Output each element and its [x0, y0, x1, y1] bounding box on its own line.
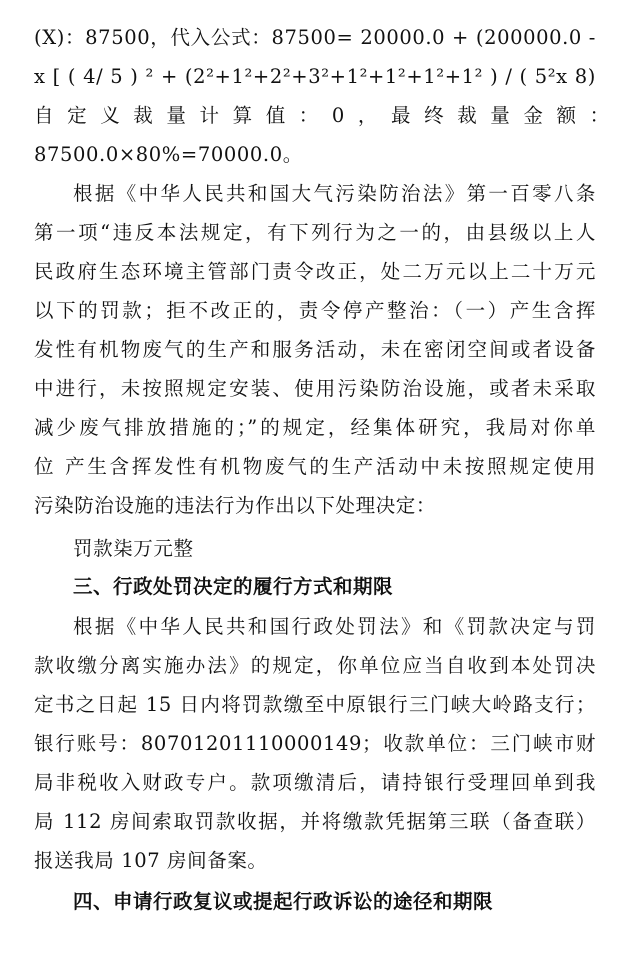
section-4-heading: 四、申请行政复议或提起行政诉讼的途径和期限	[73, 890, 494, 913]
legal-basis-line-1: 根据《中华人民共和国大气污染防治法》第一百零八条	[73, 182, 596, 205]
legal-basis-line-8: 位 产生含挥发性有机物废气的生产活动中未按照规定使用	[34, 455, 596, 478]
legal-basis-line-9: 污染防治设施的违法行为作出以下处理决定：	[34, 494, 437, 517]
legal-basis-line-2: 第一项“违反本法规定，有下列行为之一的，由县级以上人	[34, 221, 596, 244]
legal-basis-line-7: 减少废气排放措施的；”的规定，经集体研究，我局对你单	[34, 416, 596, 439]
legal-basis-line-3: 民政府生态环境主管部门责令改正，处二万元以上二十万元	[34, 260, 596, 283]
payment-line-6: 局 112 房间索取罚款收据，并将缴款凭据第三联（备查联）	[34, 810, 596, 833]
payment-line-7: 报送我局 107 房间备案。	[34, 849, 268, 872]
formula-line-2: x [ ( 4/ 5 ) ² + (2²+1²+2²+3²+1²+1²+1²+1² ) / ( 5²x 8)	[34, 65, 596, 88]
payment-line-4: 银行账号：80701201110000149；收款单位：三门峡市财	[34, 732, 596, 755]
payment-line-1: 根据《中华人民共和国行政处罚法》和《罚款决定与罚	[73, 615, 596, 638]
discretion-value-line: 自定义裁量计算值：0，最终裁量金额：	[34, 104, 623, 127]
payment-line-5: 局非税收入财政专户。款项缴清后，请持银行受理回单到我	[34, 771, 596, 794]
section-3-heading: 三、行政处罚决定的履行方式和期限	[73, 575, 394, 598]
penalty-decision: 罚款柒万元整	[73, 537, 194, 560]
payment-line-3: 定书之日起 15 日内将罚款缴至中原银行三门峡大岭路支行；	[34, 693, 596, 716]
legal-basis-line-5: 发性有机物废气的生产和服务活动，未在密闭空间或者设备	[34, 338, 596, 361]
legal-basis-line-4: 以下的罚款；拒不改正的，责令停产整治：（一）产生含挥	[34, 299, 596, 322]
formula-line-1: (X)：87500，代入公式：87500= 20000.0 + (200000.0 -	[34, 26, 596, 49]
final-amount-line: 87500.0×80%=70000.0。	[34, 143, 303, 166]
legal-basis-line-6: 中进行，未按照规定安装、使用污染防治设施，或者未采取	[34, 377, 596, 400]
payment-line-2: 款收缴分离实施办法》的规定，你单位应当自收到本处罚决	[34, 654, 596, 677]
